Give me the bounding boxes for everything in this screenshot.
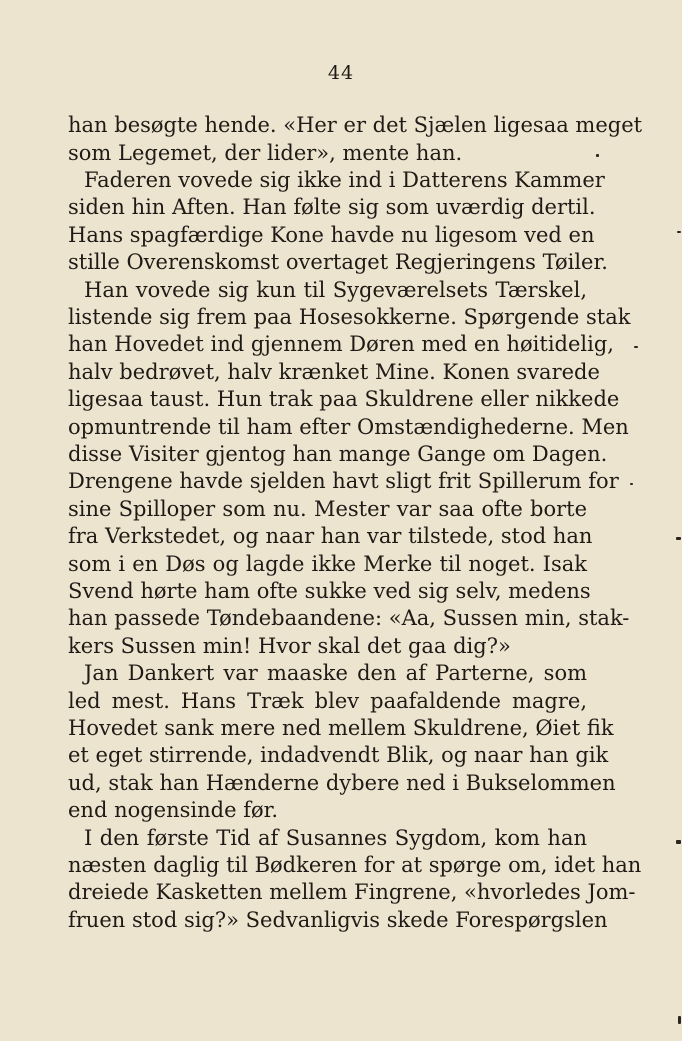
text-line: siden hin Aften. Han følte sig som uværdig dertil.: [68, 195, 596, 219]
ink-speck: [630, 483, 633, 485]
text-line: næsten daglig til Bødkeren for at spørge om, idet han: [68, 853, 642, 877]
text-line: et eget stirrende, indadvendt Blik, og naar han gik: [68, 743, 609, 767]
text-line: disse Visiter gjentog han mange Gange om Dagen.: [68, 442, 608, 466]
text-line: Han vovede sig kun til Sygeværelsets Tærskel,: [84, 278, 587, 302]
text-line: han besøgte hende. «Her er det Sjælen ligesaa meget: [68, 113, 643, 137]
text-line: som Legemet, der lider», mente han.: [68, 141, 463, 165]
text-line: han Hovedet ind gjennem Døren med en høitidelig,: [68, 332, 614, 356]
page-number: 44: [327, 62, 355, 84]
text-line: opmuntrende til ham efter Omstændighederne. Men: [68, 415, 629, 439]
text-line: ligesaa taust. Hun trak paa Skuldrene eller nikkede: [68, 387, 620, 411]
text-line: end nogensinde før.: [68, 798, 279, 822]
ink-speck: [634, 346, 638, 348]
text-line: Drengene havde sjelden havt sligt frit Spillerum for: [68, 469, 619, 493]
text-line: Hovedet sank mere ned mellem Skuldrene, Øiet fik: [68, 716, 614, 740]
ink-speck: [678, 1016, 681, 1024]
text-line: led mest. Hans Træk blev paafaldende magre,: [68, 689, 587, 713]
ink-speck: [677, 231, 681, 233]
text-line: ud, stak han Hænderne dybere ned i Bukselommen: [68, 771, 616, 795]
text-line: han passede Tøndebaandene: «Aa, Sussen min, stak-: [68, 606, 630, 630]
text-line: som i en Døs og lagde ikke Merke til noget. Isak: [68, 552, 587, 576]
ink-speck: [676, 840, 681, 844]
text-line: fruen stod sig?» Sedvanligvis skede Forespørgslen: [68, 908, 608, 932]
ink-speck: [596, 154, 599, 157]
text-line: Jan Dankert var maaske den af Parterne, som: [84, 661, 587, 685]
text-line: kers Sussen min! Hvor skal det gaa dig?»: [68, 634, 511, 658]
text-line: Svend hørte ham ofte sukke ved sig selv, medens: [68, 579, 591, 603]
text-line: Faderen vovede sig ikke ind i Datterens Kammer: [84, 168, 605, 192]
text-line: fra Verkstedet, og naar han var tilstede, stod han: [68, 524, 593, 548]
text-line: I den første Tid af Susannes Sygdom, kom han: [84, 826, 587, 850]
text-line: dreiede Kasketten mellem Fingrene, «hvorledes Jom-: [68, 880, 636, 904]
text-line: listende sig frem paa Hosesokkerne. Spørgende stak: [68, 305, 631, 329]
text-line: stille Overenskomst overtaget Regjeringens Tøiler.: [68, 250, 608, 274]
text-line: Hans spagfærdige Kone havde nu ligesom ved en: [68, 223, 595, 247]
text-line: halv bedrøvet, halv krænket Mine. Konen svarede: [68, 360, 600, 384]
ink-speck: [676, 537, 681, 540]
text-line: sine Spilloper som nu. Mester var saa ofte borte: [68, 497, 587, 521]
